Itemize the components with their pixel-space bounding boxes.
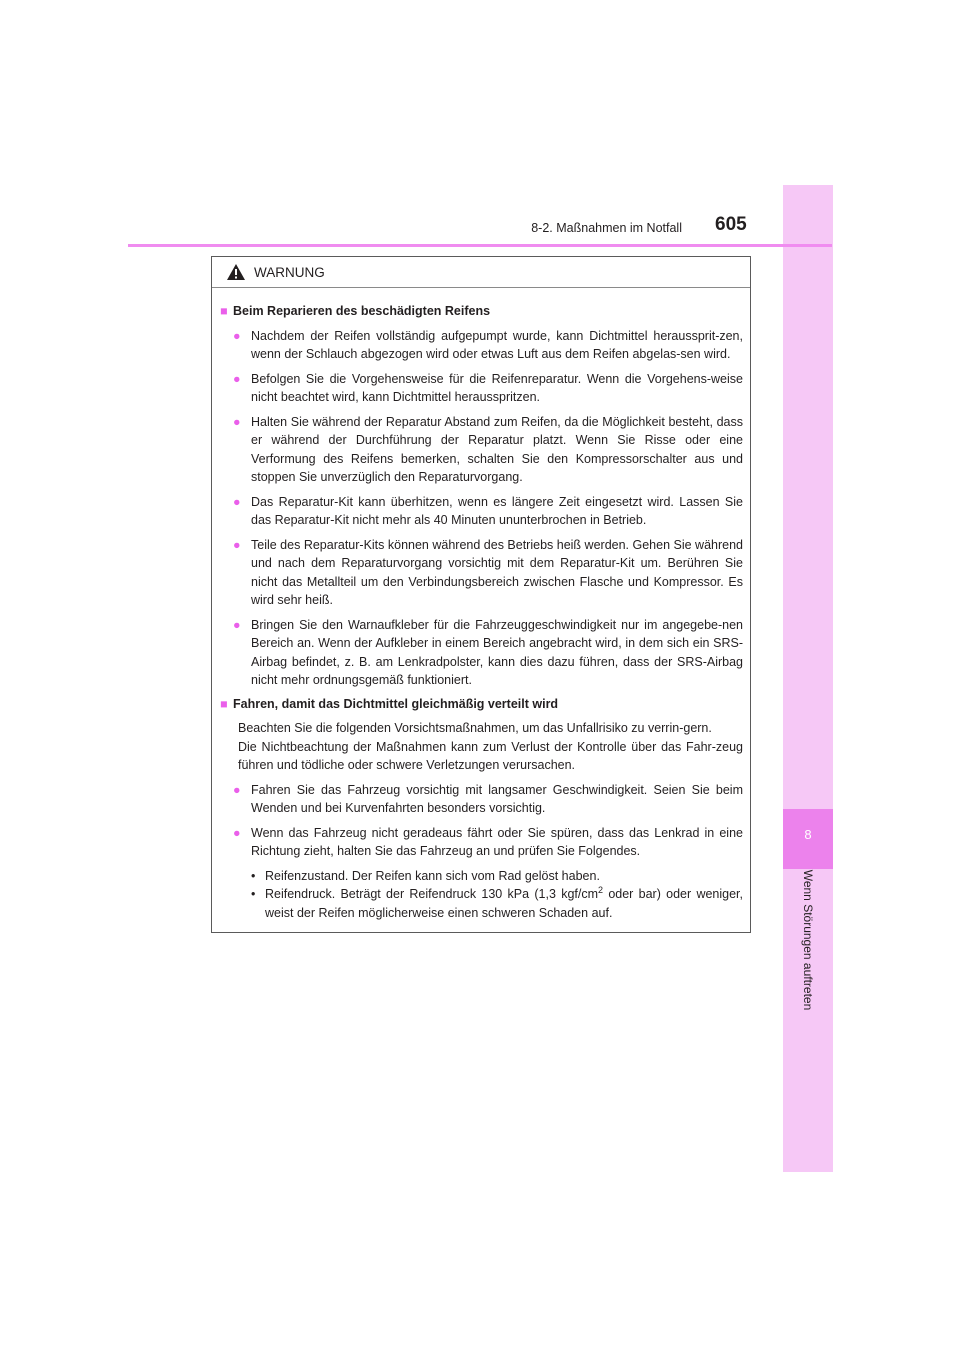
list-item bbox=[220, 824, 743, 861]
section-heading-text: Fahren, damit das Dichtmittel gleichmäßig verteilt wird bbox=[233, 696, 559, 711]
section-heading-text: Beim Reparieren des beschädigten Reifens bbox=[233, 304, 491, 318]
paragraph: Die Nichtbeachtung der Maßnahmen kann zum Verlust der Kontrolle über das Fahr-zeug führen und tödliche oder schwere Verletzungen verursachen. bbox=[238, 739, 743, 772]
sub-bullet-icon: • bbox=[251, 868, 256, 883]
sub-list-item bbox=[251, 885, 743, 922]
circle-bullet-icon: ● bbox=[233, 328, 241, 343]
warning-body bbox=[212, 288, 750, 922]
sub-list bbox=[220, 867, 743, 923]
sub-list-item-text: Reifenzustand. Der Reifen kann sich vom Rad gelöst haben. bbox=[265, 868, 600, 883]
list-item-text: Das Reparatur-Kit kann überhitzen, wenn es längere Zeit eingesetzt wird. Lassen Sie das Reparatur-Kit nicht mehr als 40 Minuten ununterbrochen in Betrieb. bbox=[251, 494, 743, 527]
header-divider bbox=[128, 244, 832, 247]
section-title: 8-2. Maßnahmen im Notfall bbox=[531, 221, 682, 235]
sub-text-part: oder bar) oder weniger, weist der Reifen möglicherweise einen schweren Schaden auf. bbox=[265, 887, 744, 920]
list-item bbox=[220, 413, 743, 487]
chapter-side-tab bbox=[783, 185, 833, 1172]
list-item-text: Bringen Sie den Warnaufkleber für die Fahrzeuggeschwindigkeit nur im angegebe-nen Bereich an. Wenn der Aufkleber in einem Bereich angebracht wird, in dem sich ein SRS-Airbag befindet, z. B. am Lenkradpolster, kann dies dazu führen, dass der SRS-Airbag nicht mehr ordnungsgemäß funktioniert. bbox=[251, 617, 743, 687]
circle-bullet-icon: ● bbox=[233, 414, 241, 429]
circle-bullet-icon: ● bbox=[233, 494, 241, 509]
list-item-text: Fahren Sie das Fahrzeug vorsichtig mit langsamer Geschwindigkeit. Seien Sie beim Wenden und bei Kurvenfahrten besonders vorsichtig. bbox=[251, 782, 743, 815]
warning-triangle-icon bbox=[226, 263, 246, 281]
section-heading bbox=[220, 302, 743, 321]
chapter-number: 8 bbox=[804, 827, 812, 842]
list-item-text: Halten Sie während der Reparatur Abstand zum Reifen, da die Möglichkeit besteht, dass er während der Durchführung der Reparatur platzt. Wenn Sie Risse oder eine Verformung des Reifens bemerken, schalten Sie den Kompressorschalter aus und stoppen Sie unverzüglich den Reparaturvorgang. bbox=[251, 414, 743, 484]
warning-header bbox=[212, 257, 750, 288]
warning-title: WARNUNG bbox=[254, 264, 325, 280]
circle-bullet-icon: ● bbox=[233, 537, 241, 552]
paragraph: Beachten Sie die folgenden Vorsichtsmaßnahmen, um das Unfallrisiko zu verrin-gern. bbox=[238, 721, 712, 735]
list-item bbox=[220, 536, 743, 610]
sub-text-part: Reifendruck. Beträgt der Reifendruck 130 kPa (1,3 kgf/cm bbox=[265, 887, 599, 901]
list-item-text: Wenn das Fahrzeug nicht geradeaus fährt oder Sie spüren, dass das Lenkrad in eine Richtung zieht, halten Sie das Fahrzeug an und prüfen Sie Folgendes. bbox=[251, 825, 743, 858]
sub-bullet-icon: • bbox=[251, 887, 256, 901]
list-item bbox=[220, 493, 743, 530]
list-item bbox=[220, 370, 743, 407]
sub-list-item bbox=[251, 867, 743, 886]
circle-bullet-icon: ● bbox=[233, 617, 241, 632]
square-bullet-icon: ■ bbox=[220, 696, 228, 711]
chapter-title: Wenn Störungen auftreten bbox=[801, 869, 815, 1011]
sub-list-item-text bbox=[265, 885, 743, 922]
section-heading bbox=[220, 695, 743, 714]
list-item-text: Teile des Reparatur-Kits können während des Betriebs heiß werden. Gehen Sie während und nach dem Reparaturvorgang vorsichtig mit dem Reparatur-Kit um. Berühren Sie nicht das Metallteil um den Verbindungsbereich zwischen Flasche und Kompressor. Es wird sehr heiß. bbox=[251, 537, 743, 607]
circle-bullet-icon: ● bbox=[233, 782, 241, 797]
circle-bullet-icon: ● bbox=[233, 825, 241, 840]
page-number: 605 bbox=[715, 214, 747, 235]
list-item bbox=[220, 781, 743, 818]
list-item-text: Befolgen Sie die Vorgehensweise für die Reifenreparatur. Wenn die Vorgehens-weise nicht beachtet wird, kann Dichtmittel herausspritzen. bbox=[251, 371, 743, 404]
list-item-text: Nachdem der Reifen vollständig aufgepumpt wurde, kann Dichtmittel heraussprit-zen, wenn der Schlauch abgezogen wird oder etwas Luft aus dem Reifen abgelas-sen wird. bbox=[251, 328, 743, 361]
list-item bbox=[220, 327, 743, 364]
warning-box bbox=[211, 256, 751, 933]
circle-bullet-icon: ● bbox=[233, 371, 241, 386]
list-item bbox=[220, 616, 743, 690]
superscript: 2 bbox=[598, 884, 604, 895]
square-bullet-icon: ■ bbox=[220, 304, 228, 318]
